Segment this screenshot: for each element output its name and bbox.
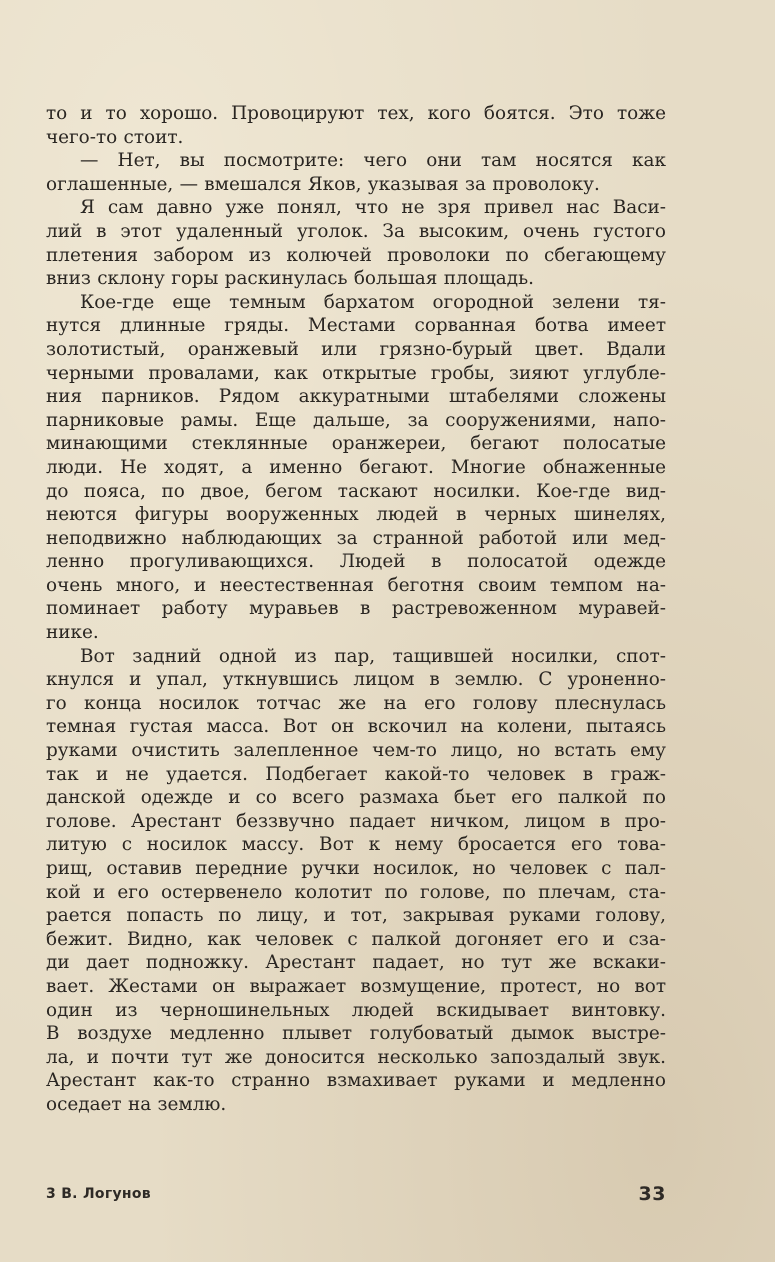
text-line: ленно прогуливающихся. Людей в полосатой одежде (46, 551, 666, 573)
text-line: данской одежде и со всего размаха бьет его палкой по (46, 787, 666, 809)
text-line: — Нет, вы посмотрите: чего они там носятся как (80, 150, 666, 172)
text-line: бежит. Видно, как человек с палкой догоняет его и сза- (46, 928, 666, 950)
paragraph (46, 291, 666, 645)
text-line: так и не удается. Подбегает какой-то человек в граж- (46, 763, 666, 785)
text-line: нутся длинные гряды. Местами сорванная ботва имеет (46, 315, 666, 337)
text-line: до пояса, по двое, бегом таскают носилки. Кое-где вид- (46, 480, 666, 502)
text-line: темная густая масса. Вот он вскочил на колени, пытаясь (46, 716, 666, 738)
text-line: кнулся и упал, уткнувшись лицом в землю. С уроненно- (46, 669, 666, 691)
printer-signature-mark: 3 В. Логунов (46, 1186, 151, 1202)
text-line: один из черношинельных людей вскидывает винтовку. (46, 999, 666, 1021)
text-line: неются фигуры вооруженных людей в черных шинелях, (46, 504, 666, 526)
text-line: вниз склону горы раскинулась большая площадь. (46, 268, 534, 290)
text-line: чего-то стоит. (46, 126, 184, 148)
text-line: ла, и почти тут же доносится несколько запоздалый звук. (46, 1046, 666, 1068)
text-line: ди дает подножку. Арестант падает, но тут же вскаки- (46, 952, 666, 974)
paragraph (46, 102, 666, 149)
text-line: литую с носилок массу. Вот к нему бросается его това- (46, 834, 666, 856)
text-line: Кое-где еще темным бархатом огородной зелени тя- (80, 291, 666, 313)
text-line: Вот задний одной из пар, тащившей носилки, спот- (80, 645, 666, 667)
text-line: парниковые рамы. Еще дальше, за сооружениями, напо- (46, 409, 666, 431)
text-line: кой и его остервенело колотит по голове, по плечам, ста- (46, 881, 666, 903)
text-line: черными провалами, как открытые гробы, зияют углубле- (46, 362, 666, 384)
text-line: минающими стеклянные оранжереи, бегают полосатые (46, 433, 666, 455)
page-number: 33 (638, 1183, 666, 1205)
text-line: золотистый, оранжевый или грязно-бурый цвет. Вдали (46, 338, 666, 360)
text-line: оглашенные, — вмешался Яков, указывая за проволоку. (46, 173, 600, 195)
text-line: плетения забором из колючей проволоки по сбегающему (46, 244, 666, 266)
text-line: оседает на землю. (46, 1093, 227, 1115)
text-line: неподвижно наблюдающих за странной работой или мед- (46, 527, 666, 549)
book-page (46, 102, 666, 1222)
text-line: го конца носилок тотчас же на его голову плеснулась (46, 692, 666, 714)
text-line: голове. Арестант беззвучно падает ничком, лицом в про- (46, 810, 666, 832)
text-line: нике. (46, 622, 99, 644)
text-line: поминает работу муравьев в растревоженном муравей- (46, 598, 666, 620)
text-line: рается попасть по лицу, и тот, закрывая руками голову, (46, 905, 666, 927)
page-body-text (46, 102, 666, 1117)
text-line: В воздухе медленно плывет голубоватый дымок выстре- (46, 1023, 666, 1045)
text-line: вает. Жестами он выражает возмущение, протест, но вот (46, 975, 666, 997)
text-line: Я сам давно уже понял, что не зря привел нас Васи- (80, 197, 666, 219)
text-line: рищ, оставив передние ручки носилок, но человек с пал- (46, 858, 666, 879)
paragraph (46, 645, 666, 1117)
text-line: Арестант как-то странно взмахивает руками и медленно (46, 1070, 666, 1092)
paragraph (46, 196, 666, 290)
text-line: ния парников. Рядом аккуратными штабелями сложены (46, 386, 666, 408)
page-footer (46, 1183, 666, 1210)
text-line: лий в этот удаленный уголок. За высоким, очень густого (46, 220, 666, 242)
paragraph (46, 149, 666, 196)
text-line: очень много, и неестественная беготня своим темпом на- (46, 574, 666, 596)
text-line: руками очистить залепленное чем-то лицо, но встать ему (46, 740, 666, 762)
text-line: люди. Не ходят, а именно бегают. Многие обнаженные (46, 456, 666, 478)
text-line: то и то хорошо. Провоцируют тех, кого боятся. Это тоже (46, 103, 666, 124)
